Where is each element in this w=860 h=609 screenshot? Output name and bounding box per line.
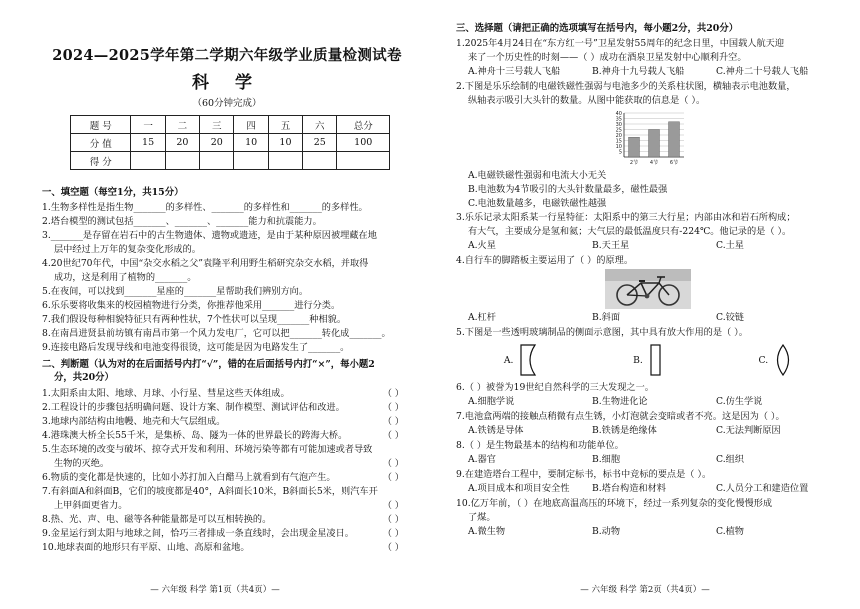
score-table-header: 总分	[337, 116, 390, 134]
true-false-question-text: 3.地球内部结构由地幔、地壳和大气层组成。	[42, 416, 226, 427]
answer-parentheses[interactable]: （ ）	[382, 500, 404, 511]
chart-y-tick-label: 10	[615, 144, 622, 150]
option-c[interactable]: C.铰链	[716, 312, 744, 323]
answer-parentheses[interactable]: （ ）	[382, 388, 404, 399]
section-true-false-title-line: 分，共20分）	[54, 372, 114, 383]
question-line: 3.乐乐记录太阳系某一行星特征：太阳系中的第三大行星；内部由冰和岩石所构成；	[456, 212, 796, 223]
option-c[interactable]	[759, 343, 793, 377]
score-table-value: 20	[200, 134, 234, 152]
bar-chart-figure	[456, 109, 840, 167]
score-table	[70, 115, 390, 170]
page-footer: — 六年级 科学 第2页（共4页）—	[580, 585, 710, 595]
fill-blank-question-cont: 层中经过上万年的复杂变化形成的。	[54, 244, 201, 255]
option-a-label: A.	[503, 354, 514, 366]
section-fill-blank-title: 一、填空题（每空1分，共15分）	[42, 187, 184, 198]
section-choice-title: 三、选择题（请把正确的选项填写在括号内，每小题2分，共20分）	[456, 23, 739, 34]
score-table-header: 二	[165, 116, 199, 134]
fill-blank-question: 7.我们假设每种相貌特征只有两种性状，7个性状可以呈现_______种相貌。	[42, 314, 347, 325]
chart-y-tick-label: 25	[615, 127, 622, 134]
true-false-question	[42, 387, 412, 400]
score-table-header: 四	[234, 116, 268, 134]
score-cell-blank[interactable]	[200, 152, 234, 170]
option-c[interactable]: C.无法判断原因	[716, 425, 781, 436]
fill-blank-question: 5.在夜间，可以找到_______星座的_______星帮助我们辨别方向。	[42, 286, 309, 297]
true-false-question-text: 7.有斜面A和斜面B，它们的坡度都是40°，A斜面长10米，B斜面长5米，则汽车开	[42, 486, 378, 497]
answer-parentheses[interactable]: （ ）	[382, 472, 404, 483]
true-false-question-text: 上甲斜面更省力。	[54, 500, 128, 511]
question-line: 5.下图是一些透明玻璃制品的侧面示意图，其中具有放大作用的是（ ）。	[456, 327, 748, 338]
lens-shape-options	[456, 343, 840, 377]
chart-bar	[669, 122, 680, 157]
answer-options	[456, 424, 840, 437]
chart-y-tick-label: 30	[615, 122, 622, 128]
question-line: 了煤。	[468, 512, 496, 523]
answer-parentheses[interactable]: （ ）	[382, 542, 404, 553]
option-b[interactable]: B.生物进化论	[592, 396, 648, 407]
choice-question-7	[456, 410, 840, 437]
score-cell-blank[interactable]	[337, 152, 390, 170]
fill-blank-question: 4.20世纪70年代，中国“杂交水稻之父”袁隆平利用野生稻研究杂交水稻，并取得	[42, 258, 369, 269]
question-line: 7.电池盒两端的接触点稍微有点生锈，小灯泡就会变暗或者不亮。这是因为（ ）。	[456, 411, 785, 422]
answer-options	[456, 65, 840, 78]
score-table-value: 15	[131, 134, 165, 152]
answer-options	[456, 453, 840, 466]
chart-y-tick-label: 15	[615, 138, 622, 145]
answer-options	[456, 482, 840, 495]
true-false-question-text: 5.生态环境的改变与破坏、掠夺式开发和利用、环境污染等都有可能加速或者导致	[42, 444, 373, 455]
true-false-question-text: 6.物质的变化都是快速的，比如小苏打加入白醋马上就看到有气泡产生。	[42, 472, 336, 483]
flat-glass-icon	[649, 343, 663, 377]
bicycle-photo	[456, 269, 840, 309]
score-table-value-row	[71, 134, 390, 152]
answer-parentheses[interactable]: （ ）	[382, 430, 404, 441]
answer-options	[456, 239, 840, 252]
option-b[interactable]	[633, 343, 663, 377]
bar-chart	[608, 109, 688, 167]
option-c[interactable]: C.电池数量越多，电磁铁磁性越强	[468, 198, 607, 209]
true-false-question	[42, 471, 412, 484]
option-c-label: C.	[758, 354, 769, 366]
chart-y-tick-label: 40	[615, 111, 622, 117]
option-b[interactable]: B.塔台构造和材料	[592, 483, 666, 494]
section-true-false-title-line: 二、判断题（认为对的在后面括号内打“√”，错的在后面括号内打“×”，每小题2	[42, 359, 375, 370]
true-false-question	[42, 429, 412, 442]
option-a[interactable]: A.项目成本和项目安全性	[468, 483, 570, 494]
chart-y-tick-label: 20	[615, 133, 622, 139]
answer-parentheses[interactable]: （ ）	[382, 528, 404, 539]
true-false-question	[42, 415, 412, 428]
answer-parentheses[interactable]: （ ）	[382, 514, 404, 525]
option-a[interactable]: A.电磁铁磁性强弱和电流大小无关	[468, 170, 607, 181]
option-a[interactable]: A.微生物	[468, 526, 506, 537]
question-line: 10.亿万年前，（ ）在地底高温高压的环境下，经过一系列复杂的变化慢慢形成	[456, 498, 773, 509]
bicycle-icon	[605, 269, 691, 309]
option-a[interactable]	[504, 343, 538, 377]
score-table-value: 10	[234, 134, 268, 152]
true-false-question	[42, 499, 412, 512]
score-cell-blank[interactable]	[234, 152, 268, 170]
option-b[interactable]: B.动物	[592, 526, 621, 537]
convex-lens-icon	[774, 343, 792, 377]
score-table-row-label: 分 值	[71, 134, 131, 152]
exam-duration: （60分钟完成）	[192, 98, 262, 109]
fill-blank-question: 9.连接电路后发现导线和电池变得很烫，这可能是因为电路发生了_______。	[42, 342, 350, 353]
option-b[interactable]: B.斜面	[592, 312, 621, 323]
section-true-false-title	[42, 358, 412, 384]
choice-question-6	[456, 381, 840, 408]
option-a[interactable]: A.铁锈是导体	[468, 425, 524, 436]
score-cell-blank[interactable]	[131, 152, 165, 170]
option-a[interactable]: A.器官	[468, 454, 496, 465]
answer-parentheses[interactable]: （ ）	[382, 416, 404, 427]
option-c[interactable]: C.神舟二十号载人飞船	[716, 66, 809, 77]
true-false-question-text: 4.港珠澳大桥全长55千米，是集桥、岛、隧为一体的世界最长的跨海大桥。	[42, 430, 348, 441]
true-false-question	[42, 513, 412, 526]
score-table-value: 25	[303, 134, 337, 152]
option-b[interactable]: B.天王星	[592, 240, 630, 251]
section-fill-blank	[42, 201, 412, 354]
chart-y-tick-label: 35	[615, 116, 622, 123]
choice-question-1	[456, 37, 840, 78]
option-b[interactable]: B.神舟十九号载人飞船	[592, 66, 685, 77]
answer-options	[456, 395, 840, 408]
exam-title: 2024—2025学年第二学期六年级学业质量检测试卷	[52, 47, 402, 64]
true-false-question	[42, 541, 412, 554]
choice-question-3	[456, 211, 840, 252]
score-table-score-row	[71, 152, 390, 170]
exam-subject: 科 学	[192, 73, 262, 93]
true-false-question	[42, 485, 412, 498]
question-line: 来了一个历史性的时刻——（ ）成功在酒泉卫星发射中心顺利升空。	[468, 52, 747, 63]
option-a[interactable]: A.杠杆	[468, 312, 496, 323]
score-cell-blank[interactable]	[165, 152, 199, 170]
chart-x-tick-label: 4节	[649, 160, 659, 166]
true-false-question-text: 9.金星运行到太阳与地球之间，恰巧三者排成一条直线时，会出现金星凌日。	[42, 528, 354, 539]
true-false-question	[42, 457, 412, 470]
score-table-value: 100	[337, 134, 390, 152]
chart-bar	[649, 130, 660, 158]
fill-blank-question-cont: 成功，这是利用了植物的_______。	[54, 272, 197, 283]
option-a[interactable]: A.细胞学说	[468, 396, 515, 407]
true-false-question-text: 1.太阳系由太阳、地球、月球、小行星、彗星这些天体组成。	[42, 388, 290, 399]
option-b[interactable]: B.电池数为4节吸引的大头针数量最多，磁性最强	[468, 184, 668, 195]
choice-question-5	[456, 326, 840, 377]
score-table-value: 20	[165, 134, 199, 152]
question-line: 6.（ ）被誉为19世纪自然科学的三大发现之一。	[456, 382, 654, 393]
question-line: 9.在建造塔台工程中，要制定标书，标书中竞标的要点是（ ）。	[456, 469, 712, 480]
option-a[interactable]: A.神舟十三号载人飞船	[468, 66, 561, 77]
answer-parentheses[interactable]: （ ）	[382, 402, 404, 413]
option-c[interactable]: C.人员分工和建造位置	[716, 483, 809, 494]
option-b-label: B.	[633, 354, 643, 366]
score-cell-blank[interactable]	[303, 152, 337, 170]
option-c[interactable]: C.植物	[716, 526, 744, 537]
choice-question-8	[456, 439, 840, 466]
option-c[interactable]: C.仿生学说	[716, 396, 763, 407]
score-table-header: 五	[268, 116, 302, 134]
true-false-question-text: 8.热、光、声、电、磁等各种能量都是可以互相转换的。	[42, 514, 272, 525]
score-table-header: 六	[303, 116, 337, 134]
page-footer: — 六年级 科学 第1页（共4页）—	[150, 585, 280, 595]
question-line: 1.2025年4月24日在“东方红一号”卫星发射55周年的纪念日里，中国载人航天迎	[456, 38, 785, 49]
concave-lens-icon	[519, 343, 537, 377]
choice-question-9	[456, 468, 840, 495]
option-c[interactable]: C.土星	[716, 240, 744, 251]
question-line: 2.下图是乐乐绘制的电磁铁磁性强弱与电池多少的关系柱状图，横轴表示电池数量，	[456, 81, 796, 92]
score-cell-blank[interactable]	[268, 152, 302, 170]
answer-options	[456, 525, 840, 538]
true-false-question	[42, 527, 412, 540]
question-line: 纵轴表示吸引大头针的数量。从图中能获取的信息是（ ）。	[468, 95, 706, 106]
score-table-header: 三	[200, 116, 234, 134]
true-false-question-text: 2.工程设计的步骤包括明确问题、设计方案、制作模型、测试评估和改进。	[42, 402, 345, 413]
score-table-header: 一	[131, 116, 165, 134]
true-false-question	[42, 401, 412, 414]
question-line: 4.自行车的脚踏板主要运用了（ ）的原理。	[456, 255, 634, 266]
fill-blank-question: 3._______是存留在岩石中的古生物遗体、遗物或遗迹，是由于某种原因被埋藏在地	[42, 230, 377, 241]
option-a[interactable]: A.火星	[468, 240, 496, 251]
answer-parentheses[interactable]: （ ）	[382, 458, 404, 469]
chart-x-tick-label: 2节	[629, 160, 639, 166]
score-table-row-label: 题 号	[71, 116, 131, 134]
section-true-false	[42, 387, 412, 554]
true-false-question-text: 10.地球表面的地形只有平原、山地、高原和盆地。	[42, 542, 250, 553]
score-table-row-label: 得 分	[71, 152, 131, 170]
chart-bar	[629, 137, 640, 157]
option-b[interactable]: B.铁锈是绝缘体	[592, 425, 657, 436]
fill-blank-question: 1.生物多样性是指生物_______的多样性、_______的多样性和_______的多样性。	[42, 202, 368, 213]
question-line: 有大气，主要成分是氢和氦；大气层的最低温度只有-224℃。他记录的是（ ）。	[468, 226, 792, 237]
exam-page-2	[430, 0, 860, 609]
option-b[interactable]: B.细胞	[592, 454, 621, 465]
true-false-question	[42, 443, 412, 456]
chart-y-tick-label: 5	[618, 149, 622, 156]
option-c[interactable]: C.组织	[716, 454, 744, 465]
choice-question-2	[456, 80, 840, 210]
question-line: 8.（ ）是生物最基本的结构和功能单位。	[456, 440, 624, 451]
choice-question-10	[456, 497, 840, 538]
fill-blank-question: 6.乐乐要将收集来的校园植物进行分类，你推荐他采用_______进行分类。	[42, 300, 341, 311]
score-table-header-row	[71, 116, 390, 134]
score-table-value: 10	[268, 134, 302, 152]
true-false-question-text: 生物的灭绝。	[54, 458, 110, 469]
choice-question-4	[456, 254, 840, 324]
fill-blank-question: 8.在南昌进贤县前坊镇有南昌市第一个风力发电厂，它可以把_______转化成_______。	[42, 328, 391, 339]
chart-x-tick-label: 6节	[669, 160, 679, 166]
answer-options	[456, 311, 840, 324]
fill-blank-question: 2.塔台模型的测试包括_______、_______、_______能力和抗震能力。	[42, 216, 322, 227]
